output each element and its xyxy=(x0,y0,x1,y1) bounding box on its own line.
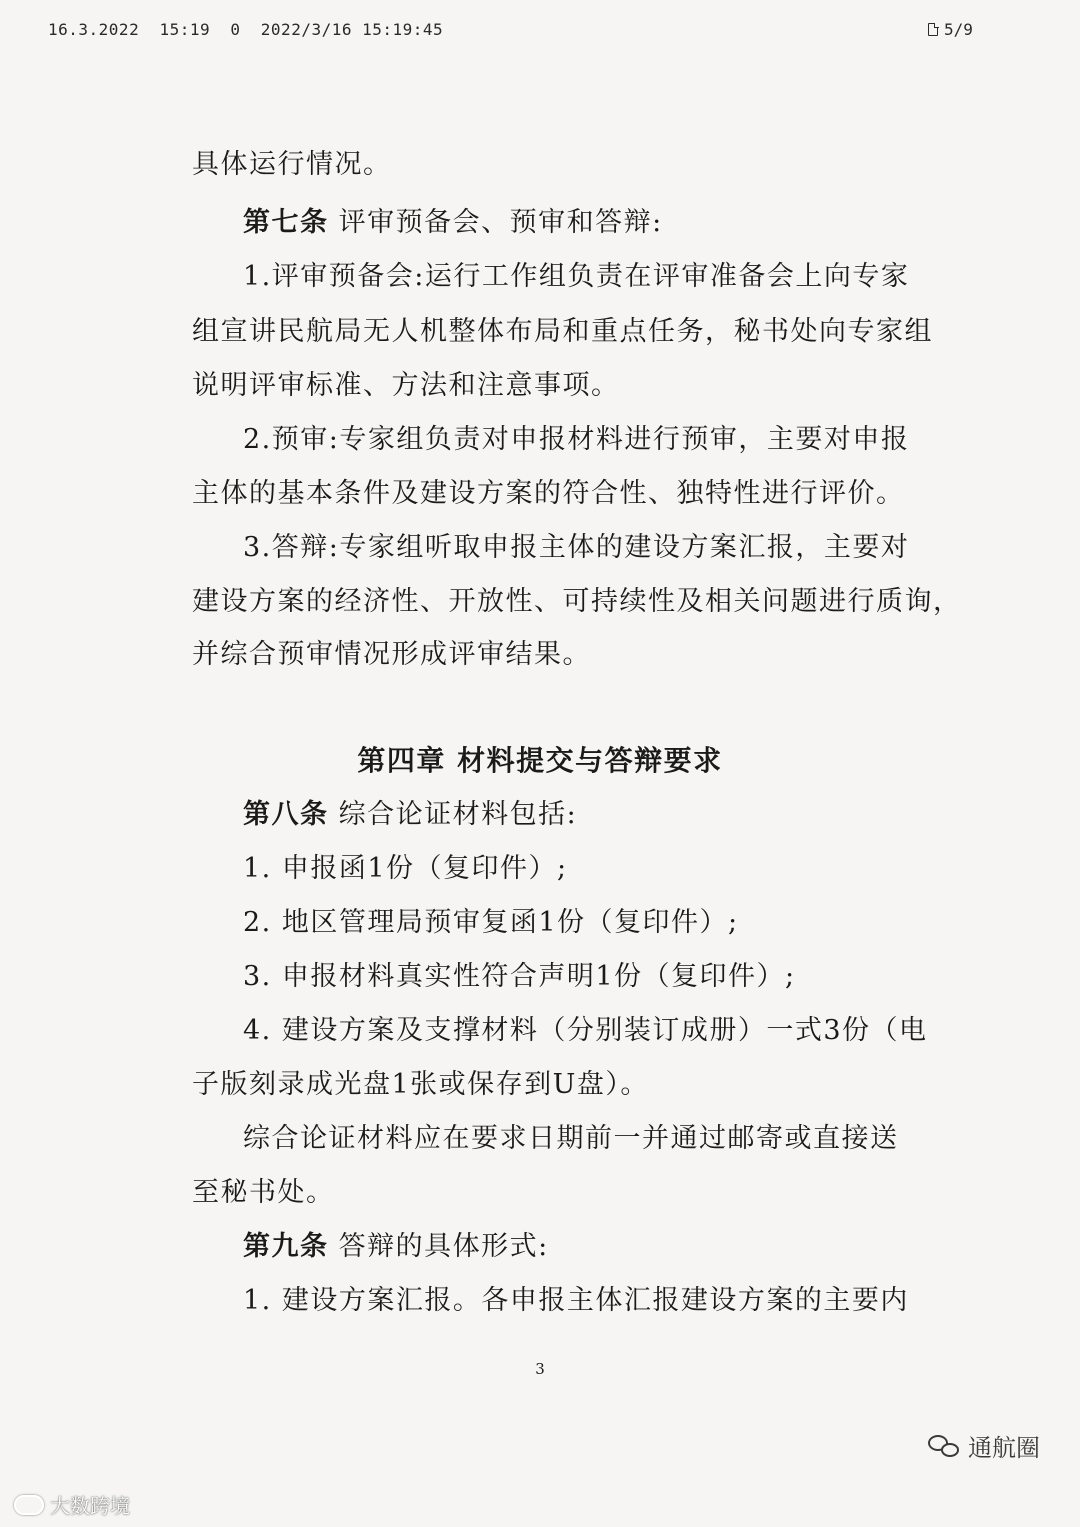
body-line: 1.评审预备会:运行工作组负责在评审准备会上向专家 xyxy=(243,261,910,292)
list-item: 1. 建设方案汇报。各申报主体汇报建设方案的主要内 xyxy=(243,1285,909,1316)
article-7-label: 第七条 xyxy=(243,207,329,238)
body-line: 并综合预审情况形成评审结果。 xyxy=(192,639,591,670)
list-item: 1. 申报函1份（复印件）; xyxy=(243,853,568,884)
page-number: 3 xyxy=(535,1360,545,1378)
article-8-heading xyxy=(243,797,577,833)
article-9-title: 答辩的具体形式: xyxy=(328,1231,549,1262)
chat-bubbles-icon xyxy=(928,1433,960,1459)
chapter-4-heading: 第四章 材料提交与答辩要求 xyxy=(357,744,723,777)
body-line: 2.预审:专家组负责对申报材料进行预审，主要对申报 xyxy=(243,424,910,455)
body-line: 建设方案的经济性、开放性、可持续性及相关问题进行质询， xyxy=(192,586,962,617)
article-8-label: 第八条 xyxy=(243,799,329,830)
article-7-heading xyxy=(243,205,663,241)
list-item: 3. 申报材料真实性符合声明1份（复印件）; xyxy=(243,961,796,992)
fax-timestamp-header: 16.3.2022 15:19 0 2022/3/16 15:19:45 xyxy=(48,20,444,39)
document-icon xyxy=(928,23,938,36)
body-line: 组宣讲民航局无人机整体布局和重点任务，秘书处向专家组 xyxy=(192,316,933,347)
body-line: 综合论证材料应在要求日期前一并通过邮寄或直接送 xyxy=(243,1123,899,1154)
fax-page-counter xyxy=(928,20,973,39)
article-7-title: 评审预备会、预审和答辩: xyxy=(328,207,663,238)
body-line: 3.答辩:专家组听取申报主体的建设方案汇报，主要对 xyxy=(243,532,910,563)
body-line: 子版刻录成光盘1张或保存到U盘）。 xyxy=(192,1069,649,1100)
fax-page-label: 5/9 xyxy=(944,20,973,39)
body-line: 说明评审标准、方法和注意事项。 xyxy=(192,370,620,401)
watermark-logo-icon xyxy=(14,1495,44,1515)
list-item: 4. 建设方案及支撑材料（分别装订成册）一式3份（电 xyxy=(243,1015,928,1046)
watermark-left xyxy=(14,1490,130,1519)
article-8-title: 综合论证材料包括: xyxy=(328,799,578,830)
article-9-heading xyxy=(243,1229,549,1265)
watermark-left-text: 大数跨境 xyxy=(50,1494,130,1518)
body-line: 主体的基本条件及建设方案的符合性、独特性进行评价。 xyxy=(192,478,905,509)
body-line: 具体运行情况。 xyxy=(192,149,392,180)
article-9-label: 第九条 xyxy=(243,1231,329,1262)
watermark-right-text: 通航圈 xyxy=(968,1434,1040,1462)
body-line: 至秘书处。 xyxy=(192,1177,335,1208)
watermark-right xyxy=(928,1428,1040,1463)
list-item: 2. 地区管理局预审复函1份（复印件）; xyxy=(243,907,739,938)
